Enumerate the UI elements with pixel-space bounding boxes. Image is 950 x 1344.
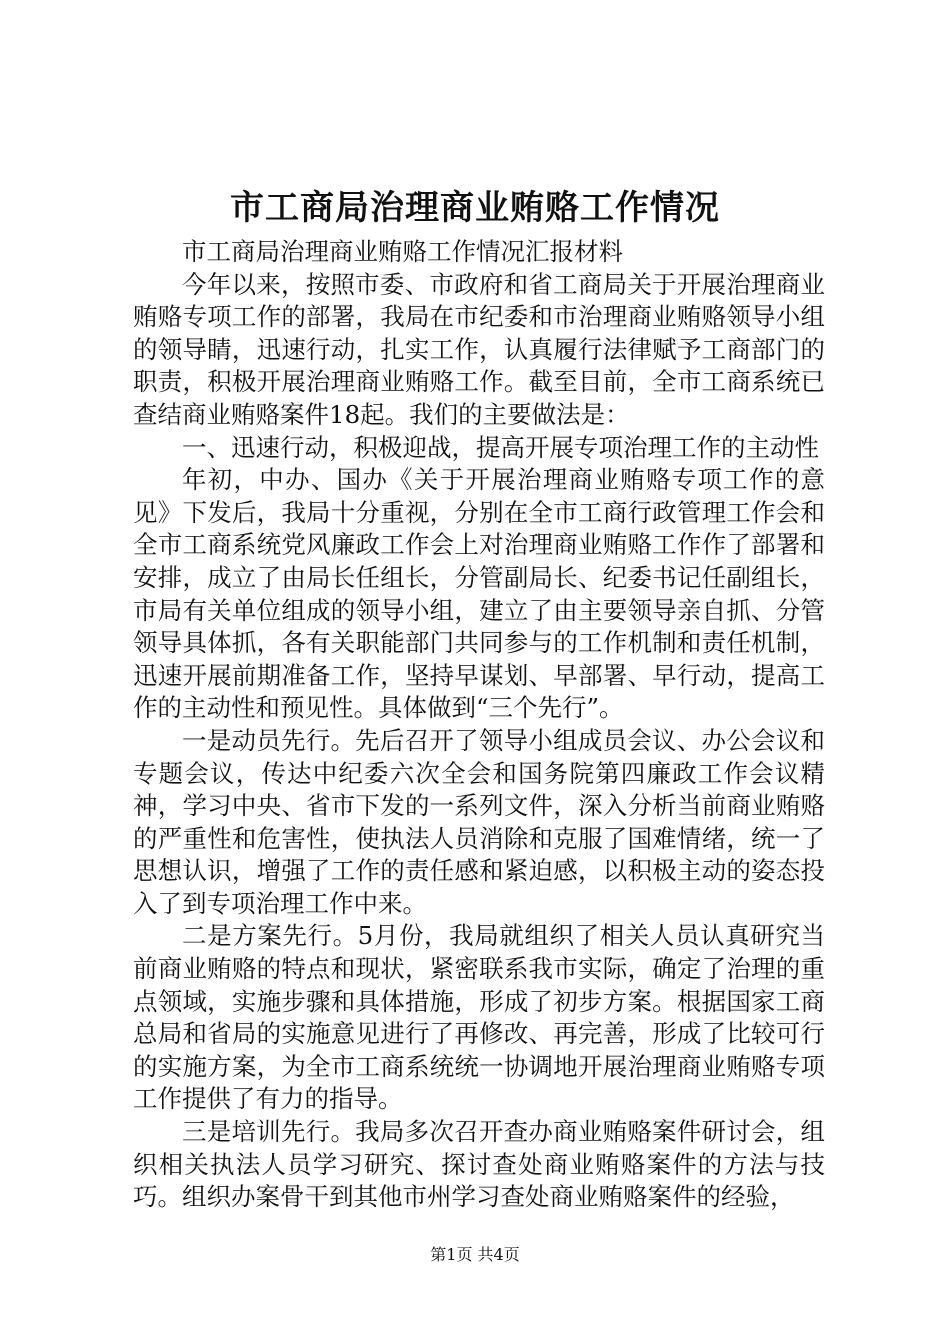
- body-paragraph: 一是动员先行。先后召开了领导小组成员会议、办公会议和专题会议，传达中纪委六次全会和国务院第四廉政工作会议精神，学习中央、省市下发的一系列文件，深入分析当前商业贿赂的严重性和危害性，使执法人员消除和克服了国难情绪，统一了思想认识，增强了工作的责任感和紧迫感，以积极主动的姿态投入了到专项治理工作中来。: [133, 725, 825, 918]
- intro-paragraph: 今年以来，按照市委、市政府和省工商局关于开展治理商业贿赂专项工作的部署，我局在市纪委和市治理商业贿赂领导小组的领导睛，迅速行动，扎实工作，认真履行法律赋予工商部门的职责，积极开展治理商业贿赂工作。截至目前，全市工商系统已查结商业贿赂案件18起。我们的主要做法是：: [133, 269, 825, 429]
- page-footer: 第1页 共4页: [430, 1245, 520, 1264]
- subtitle-paragraph: 市工商局治理商业贿赂工作情况汇报材料: [182, 237, 623, 266]
- section-heading-1: 一、迅速行动，积极迎战，提高开展专项治理工作的主动性: [182, 432, 819, 462]
- document-body: [133, 236, 825, 1214]
- body-paragraph: 三是培训先行。我局多次召开查办商业贿赂案件研讨会，组织相关执法人员学习研究、探讨查处商业贿赂案件的方法与技巧。组织办案骨干到其他市州学习查处商业贿赂案件的经验，: [133, 1117, 825, 1212]
- document-title: 市工商局治理商业贿赂工作情况: [230, 188, 720, 228]
- body-paragraph: 二是方案先行。5月份，我局就组织了相关人员认真研究当前商业贿赂的特点和现状，紧密联系我市实际，确定了治理的重点领域，实施步骤和具体措施，形成了初步方案。根据国家工商总局和省局的实施意见进行了再修改、再完善，形成了比较可行的实施方案，为全市工商系统统一协调地开展治理商业贿赂专项工作提供了有力的指导。: [133, 921, 825, 1114]
- body-paragraph: 年初，中办、国办《关于开展治理商业贿赂专项工作的意见》下发后，我局十分重视，分别在全市工商行政管理工作会和全市工商系统党风廉政工作会上对治理商业贿赂工作作了部署和安排，成立了由局长任组长，分管副局长、纪委书记任副组长，市局有关单位组成的领导小组，建立了由主要领导亲自抓、分管领导具体抓，各有关职能部门共同参与的工作机制和责任机制，迅速开展前期准备工作，坚持早谋划、早部署、早行动，提高工作的主动性和预见性。具体做到“三个先行”。: [133, 465, 825, 723]
